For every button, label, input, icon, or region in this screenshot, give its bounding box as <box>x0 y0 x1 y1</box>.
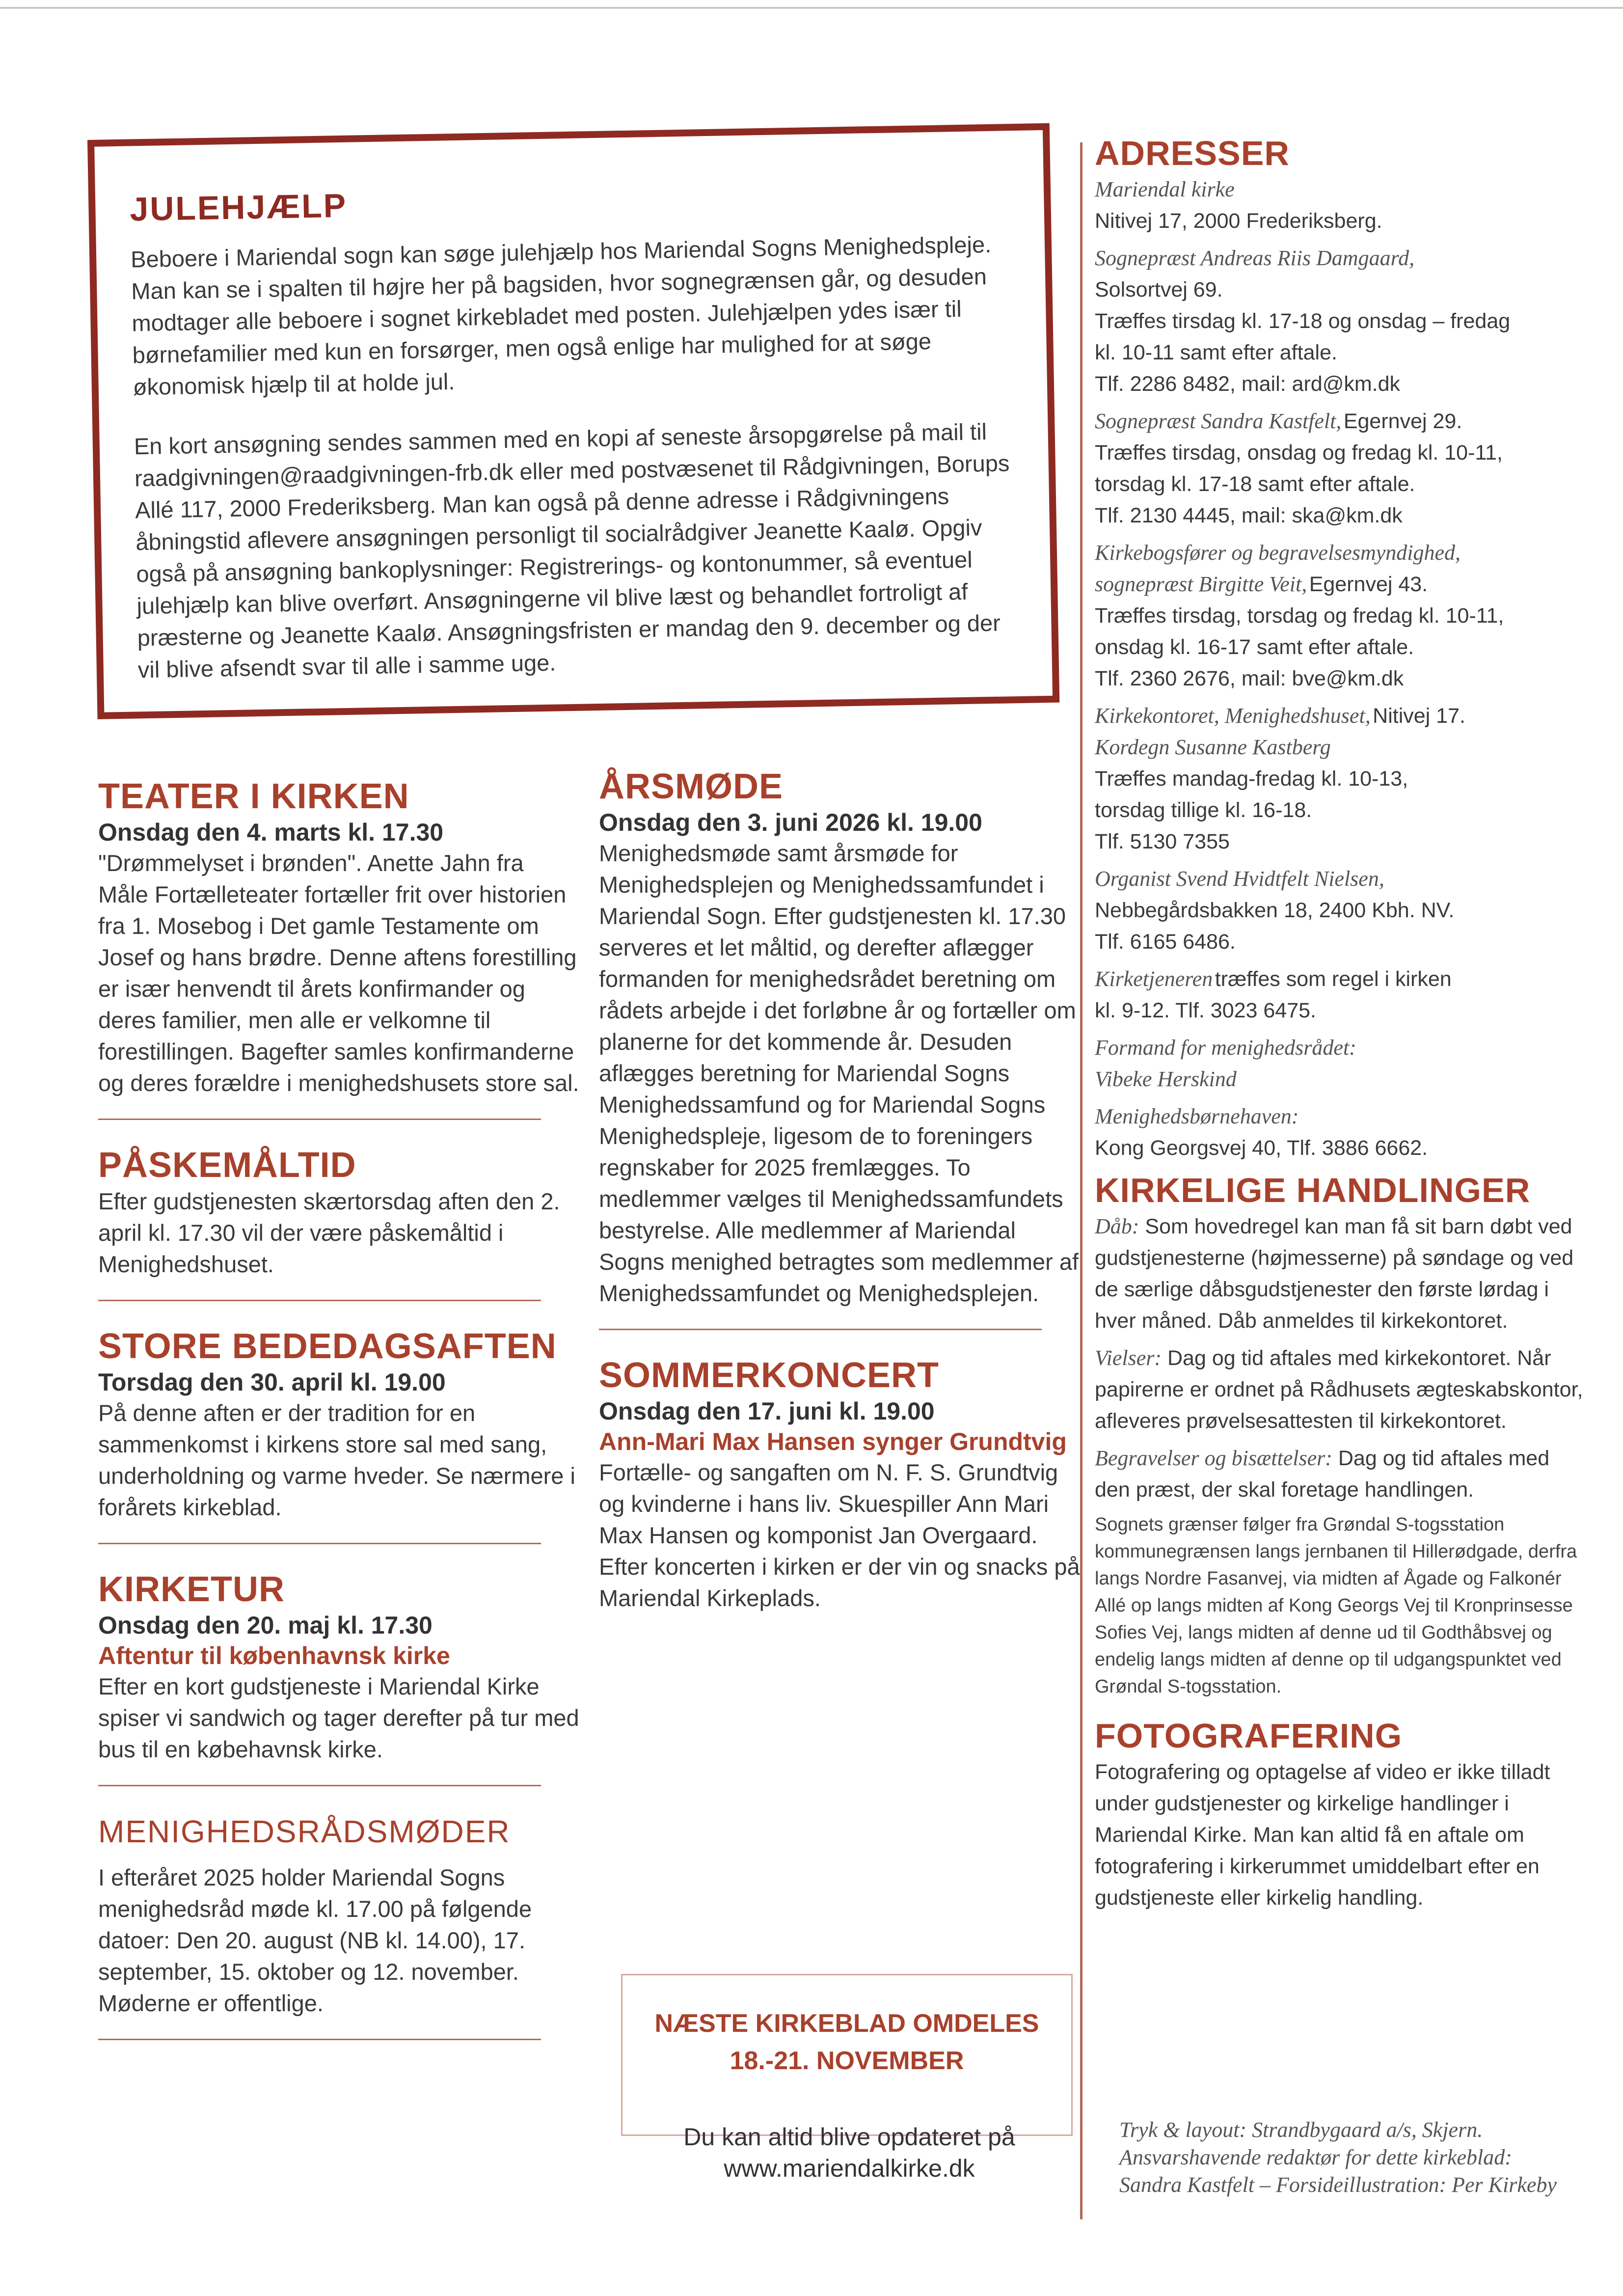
address-organist <box>1095 863 1586 957</box>
credit-line-2: Ansvarshavende redaktør for dette kirkeblad: <box>1119 2145 1512 2169</box>
bededag-date: Torsdag den 30. april kl. 19.00 <box>98 1368 446 1396</box>
vielser-label: Vielser: <box>1095 1346 1162 1370</box>
kirketjener-contact: kl. 9-12. Tlf. 3023 6475. <box>1095 999 1316 1022</box>
credits <box>1119 2116 1600 2199</box>
address-formand <box>1095 1032 1586 1095</box>
daab-label: Dåb: <box>1095 1214 1139 1238</box>
kirketur-date: Onsdag den 20. maj kl. 17.30 <box>98 1612 433 1639</box>
divider <box>599 1329 1042 1330</box>
middle-column <box>599 766 1080 1614</box>
notice-line-1: NÆSTE KIRKEBLAD OMDELES <box>654 2009 1039 2038</box>
julehjaelp-box <box>87 123 1059 719</box>
office-address: Nitivej 17. <box>1373 704 1465 728</box>
office-label: Kirkekontoret, Menighedshuset, <box>1095 704 1371 728</box>
teater-title: TEATER I KIRKEN <box>98 777 409 816</box>
credit-line-3: Sandra Kastfelt – Forsideillustration: Per Kirkeby <box>1119 2173 1557 2197</box>
kirketjener-text: træffes som regel i kirken <box>1215 967 1452 991</box>
right-column <box>1095 133 1586 1913</box>
kirketur-title: KIRKETUR <box>98 1570 285 1609</box>
teater-date: Onsdag den 4. marts kl. 17.30 <box>98 819 444 846</box>
raad-body: I efteråret 2025 holder Mariendal Sogns menighedsråd møde kl. 17.00 på følgende datoer: Den 20. august (NB kl. 14.00), 17. september, 15. oktober og 12. november. Møderne er offentlige. <box>98 1864 532 2016</box>
organist-contact: Tlf. 6165 6486. <box>1095 930 1236 954</box>
aarsmoede-section <box>599 766 1080 1309</box>
website-link[interactable]: www.mariendalkirke.dk <box>724 2155 975 2182</box>
address-kirketjener <box>1095 963 1586 1026</box>
organist-label: Organist Svend Hvidtfelt Nielsen, <box>1095 867 1384 891</box>
priest-3-label: sognepræst Birgitte Veit, <box>1095 572 1307 596</box>
priest-2-hours: Træffes tirsdag, onsdag og fredag kl. 10-11, <box>1095 441 1503 465</box>
bededag-section <box>98 1326 579 1523</box>
julehjaelp-title: JULEHJÆLP <box>129 187 348 228</box>
vielser-body: Dag og tid aftales med kirkekontoret. Når papirerne er ordnet på Rådhusets ægteskabskontor, afleveres prøvelsesattesten til kirkekontoret. <box>1095 1346 1583 1433</box>
sommer-subtitle: Ann-Mari Max Hansen synger Grundtvig <box>599 1428 1067 1455</box>
divider <box>98 2039 541 2040</box>
priest-1-address: Solsortvej 69. <box>1095 278 1223 301</box>
divider <box>98 1785 541 1786</box>
sogn-graenser: Sognets grænser følger fra Grøndal S-togsstation kommunegrænsen langs jernbanen til Hillerødgade, derfra langs Nordre Fasanvej, via midten af Ågade og Falkonér Allé op langs midten af Kong Georgs Vej til Kronprinsesse Sofies Vej, langs midten af denne ud til Godthåbsvej og endelig langs midten af denne op til udgangspunktet ved Grøndal S-togsstation. <box>1095 1514 1577 1697</box>
office-hours-2: torsdag tillige kl. 16-18. <box>1095 798 1312 822</box>
divider <box>98 1300 541 1301</box>
begrav-label: Begravelser og bisættelser: <box>1095 1446 1332 1470</box>
notice-line-2: 18.-21. NOVEMBER <box>730 2047 964 2075</box>
kirketjener-label: Kirketjeneren <box>1095 967 1213 991</box>
credit-line-1: Tryk & layout: Strandbygaard a/s, Skjern. <box>1119 2118 1483 2142</box>
office-hours: Træffes mandag-fredag kl. 10-13, <box>1095 767 1408 791</box>
aarsmoede-body: Menighedsmøde samt årsmøde for Menighedsplejen og Menighedssamfundet i Mariendal Sogn. Efter gudstjenesten kl. 17.30 serveres et let måltid, og derefter aflægger formanden for menighedsrådet beretning om rådets arbejde i det forløbne år og fortæller om planerne for det kommende år. Desuden aflægges beretning for Mariendal Sogns Menighedssamfund og for Mariendal Sogns Menighedspleje, ligesom de to foreningers regnskaber for 2025 fremlægges. To medlemmer vælges til Menighedssamfundets bestyrelse. Alle medlemmer af Mariendal Sogns menighed betragtes som medlemmer af Menighedssamfundet og Menighedsplejen. <box>599 840 1079 1306</box>
sommer-section <box>599 1355 1080 1614</box>
sommer-date: Onsdag den 17. juni kl. 19.00 <box>599 1397 935 1425</box>
vielser-text <box>1095 1342 1586 1437</box>
boernehave-address: Kong Georgsvej 40, Tlf. 3886 6662. <box>1095 1136 1428 1160</box>
formand-name: Vibeke Herskind <box>1095 1067 1237 1091</box>
kirke-address: Nitivej 17, 2000 Frederiksberg. <box>1095 209 1382 233</box>
aarsmoede-date: Onsdag den 3. juni 2026 kl. 19.00 <box>599 809 982 836</box>
organist-address: Nebbegårdsbakken 18, 2400 Kbh. NV. <box>1095 899 1455 922</box>
priest-3-role: Kirkebogsfører og begravelsesmyndighed, <box>1095 541 1461 565</box>
begrav-body: Dag og tid aftales med den præst, der skal foretage handlingen. <box>1095 1447 1550 1502</box>
formand-label: Formand for menighedsrådet: <box>1095 1036 1356 1060</box>
priest-3-address: Egernvej 43. <box>1309 573 1428 596</box>
priest-3-hours: Træffes tirsdag, torsdag og fredag kl. 10-11, <box>1095 604 1504 628</box>
adresser-title: ADRESSER <box>1095 134 1290 172</box>
priest-1-contact: Tlf. 2286 8482, mail: ard@km.dk <box>1095 372 1401 396</box>
office-name: Kordegn Susanne Kastberg <box>1095 735 1331 759</box>
priest-3-contact: Tlf. 2360 2676, mail: bve@km.dk <box>1095 667 1404 690</box>
left-column <box>98 776 579 2065</box>
teater-body: "Drømmelyset i brønden". Anette Jahn fra Måle Fortælleteater fortæller frit over historien fra 1. Mosebog i Det gamle Testamente om Josef og hans brødre. Denne aftens forestilling er især henvendt til årets konfirmander og deres familier, men alle er velkomne til forestillingen. Bagefter samles konfirmanderne og deres forældre i menighedshusets store sal. <box>98 850 579 1096</box>
julehjaelp-paragraph-2: En kort ansøgning sendes sammen med en kopi af seneste årsopgørelse på mail til raadgivningen@raadgivningen-frb.dk eller med postvæsenet til Rådgivningen, Borups Allé 117, 2000 Frederiksberg. Man kan også på denne adresse i Rådgivningens åbningstid aflevere ansøgningen personligt til socialrådgiver Jeanette Kaalø. Opgiv også på ansøgning bankoplysninger: Registrerings- og kontonummer, så eventuel julehjælp kan blive overført. Ansøgningerne vil blive læst og behandlet fortroligt af præsterne og Jeanette Kaalø. Ansøgningsfristen er mandag den 9. december og der vil blive afsendt svar til alle i samme uge. <box>134 418 1010 683</box>
priest-2-hours-2: torsdag kl. 17-18 samt efter aftale. <box>1095 472 1415 496</box>
sommer-body: Fortælle- og sangaften om N. F. S. Grundtvig og kvinderne i hans liv. Skuespiller Ann Mari Max Hansen og komponist Jan Overgaard. Efter koncerten i kirken er der vin og snacks på Mariendal Kirkeplads. <box>599 1459 1080 1611</box>
raad-title: MENIGHEDSRÅDSMØDER <box>98 1814 511 1849</box>
website-note <box>623 2121 1075 2184</box>
column-divider <box>1080 142 1082 2219</box>
scan-edge <box>0 7 1623 9</box>
paaske-section <box>98 1145 579 1280</box>
address-priest-1 <box>1095 243 1586 400</box>
priest-3-hours-2: onsdag kl. 16-17 samt efter aftale. <box>1095 635 1414 659</box>
kirketur-section <box>98 1569 579 1765</box>
foto-body: Fotografering og optagelse af video er ikke tilladt under gudstjenester og kirkelige handlinger i Mariendal Kirke. Man kan altid få en aftale om fotografering i kirkerummet umiddelbart efter en gudstjeneste eller kirkelig handling. <box>1095 1760 1550 1910</box>
divider <box>98 1119 541 1120</box>
divider <box>98 1543 541 1544</box>
paaske-body: Efter gudstjenesten skærtorsdag aften den 2. april kl. 17.30 vil der være påskemåltid i Menighedshuset. <box>98 1188 560 1277</box>
begrav-text <box>1095 1443 1586 1505</box>
teater-section <box>98 776 579 1099</box>
boernehave-label: Menighedsbørnehaven: <box>1095 1104 1299 1128</box>
paaske-title: PÅSKEMÅLTID <box>98 1146 356 1185</box>
priest-1-label: Sognepræst Andreas Riis Damgaard, <box>1095 246 1415 270</box>
bededag-title: STORE BEDEDAGSAFTEN <box>98 1327 557 1366</box>
office-contact: Tlf. 5130 7355 <box>1095 830 1230 853</box>
aarsmoede-title: ÅRSMØDE <box>599 767 784 806</box>
kirketur-body: Efter en kort gudstjeneste i Mariendal Kirke spiser vi sandwich og tager derefter på tur med bus til en købehavnsk kirke. <box>98 1673 579 1762</box>
address-priest-2 <box>1095 406 1586 531</box>
raad-section <box>98 1811 579 2019</box>
address-kirke <box>1095 174 1586 237</box>
priest-2-contact: Tlf. 2130 4445, mail: ska@km.dk <box>1095 504 1403 527</box>
next-issue-notice <box>621 1974 1073 2136</box>
julehjaelp-paragraph-1: Beboere i Mariendal sogn kan søge julehjælp hos Mariendal Sogns Menighedspleje. Man kan se i spalten til højre her på bagsiden, hvor sognegrænsen går, og desuden modtager alle beboere i sognet kirkebladet med posten. Julehjælpen ydes især til børnefamilier med kun en forsørger, men også enlige har mulighed for at søge økonomisk hjælp til at holde jul. <box>130 231 992 400</box>
address-boernehave <box>1095 1101 1586 1164</box>
daab-body: Som hovedregel kan man få sit barn døbt ved gudstjenesterne (højmesserne) på søndage og ved de særlige dåbsgudstjenester den første lørdag i hver måned. Dåb anmeldes til kirkekontoret. <box>1095 1215 1574 1333</box>
priest-1-hours: Træffes tirsdag kl. 17-18 og onsdag – fredag <box>1095 309 1511 333</box>
address-office <box>1095 700 1586 857</box>
sommer-title: SOMMERKONCERT <box>599 1356 939 1395</box>
handlinger-title: KIRKELIGE HANDLINGER <box>1095 1171 1531 1209</box>
priest-2-label: Sognepræst Sandra Kastfelt, <box>1095 409 1342 433</box>
foto-title: FOTOGRAFERING <box>1095 1717 1403 1755</box>
kirketur-subtitle: Aftentur til københavnsk kirke <box>98 1642 450 1669</box>
address-priest-3 <box>1095 537 1586 694</box>
priest-1-hours-2: kl. 10-11 samt efter aftale. <box>1095 341 1337 364</box>
daab-text <box>1095 1211 1586 1337</box>
kirke-label: Mariendal kirke <box>1095 177 1235 201</box>
bededag-body: På denne aften er der tradition for en sammenkomst i kirkens store sal med sang, underholdning og varme hveder. Se nærmere i forårets kirkeblad. <box>98 1400 575 1520</box>
website-note-1: Du kan altid blive opdateret på <box>683 2123 1015 2151</box>
priest-2-address: Egernvej 29. <box>1343 410 1462 433</box>
